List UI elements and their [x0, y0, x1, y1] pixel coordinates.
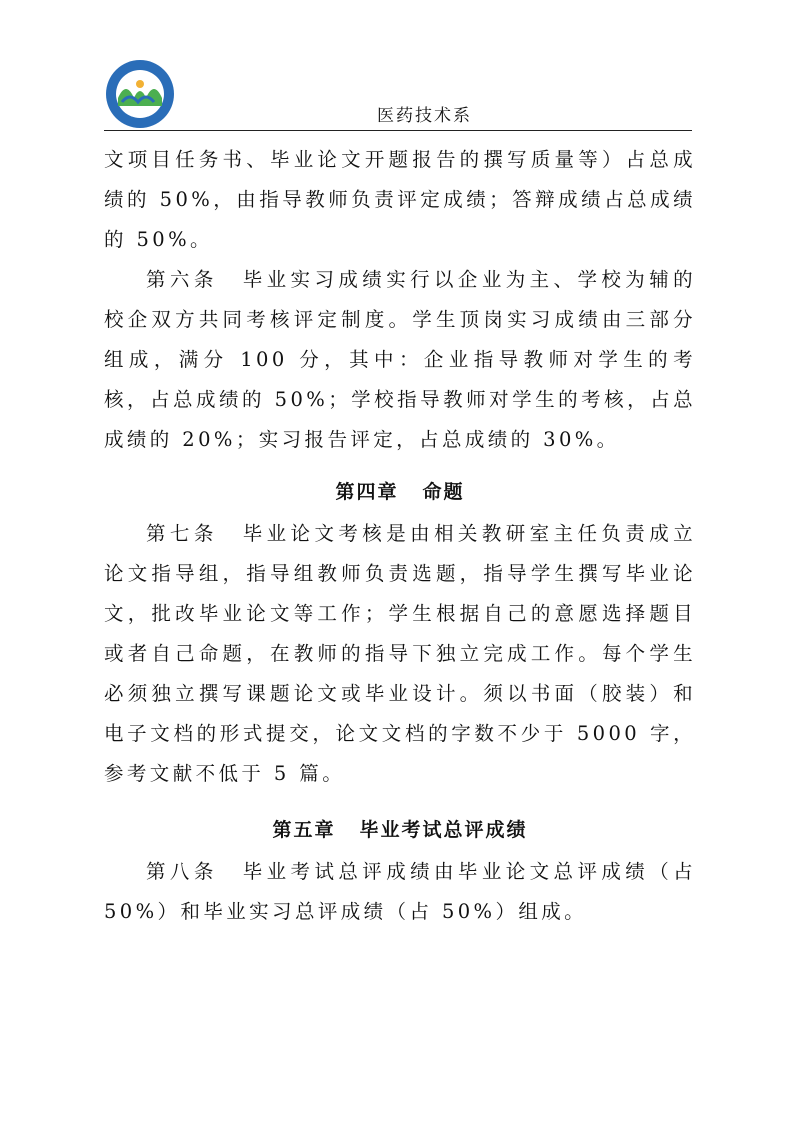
- chapter-title: 命题: [422, 481, 465, 503]
- article-7: [104, 514, 696, 794]
- chapter-title: 毕业考试总评成绩: [359, 819, 528, 841]
- chapter-5-heading: [104, 810, 696, 850]
- article-text: 毕业实习成绩实行以企业为主、学校为辅的校企双方共同考核评定制度。学生顶岗实习成绩由三部分组成，满分 100 分，其中：企业指导教师对学生的考核，占总成绩的 50%；学校指导教师对学生的考核，占总成绩的 20%；实习报告评定，占总成绩的 30%。: [104, 268, 696, 451]
- article-label: 第八条: [146, 860, 218, 883]
- article-text: 毕业考试总评成绩由毕业论文总评成绩（占 50%）和毕业实习总评成绩（占 50%）组成。: [104, 860, 696, 923]
- paragraph-continuation: 文项目任务书、毕业论文开题报告的撰写质量等）占总成绩的 50%，由指导教师负责评定成绩；答辩成绩占总成绩的 50%。: [104, 148, 696, 251]
- chapter-number: 第四章: [335, 481, 399, 503]
- page-header: [104, 58, 692, 131]
- document-body: [104, 140, 696, 932]
- department-name: 医药技术系: [377, 106, 472, 126]
- article-6: [104, 260, 696, 460]
- article-text: 毕业论文考核是由相关教研室主任负责成立论文指导组，指导组教师负责选题，指导学生撰写毕业论文，批改毕业论文等工作；学生根据自己的意愿选择题目或者自己命题，在教师的指导下独立完成工作。每个学生必须独立撰写课题论文或毕业设计。须以书面（胶装）和电子文档的形式提交，论文文档的字数不少于 5000 字，参考文献不低于 5 篇。: [104, 522, 696, 785]
- article-label: 第六条: [146, 268, 218, 291]
- chapter-number: 第五章: [272, 819, 336, 841]
- article-8: [104, 852, 696, 932]
- article-label: 第七条: [146, 522, 218, 545]
- college-logo: [104, 58, 176, 130]
- chapter-4-heading: [104, 472, 696, 512]
